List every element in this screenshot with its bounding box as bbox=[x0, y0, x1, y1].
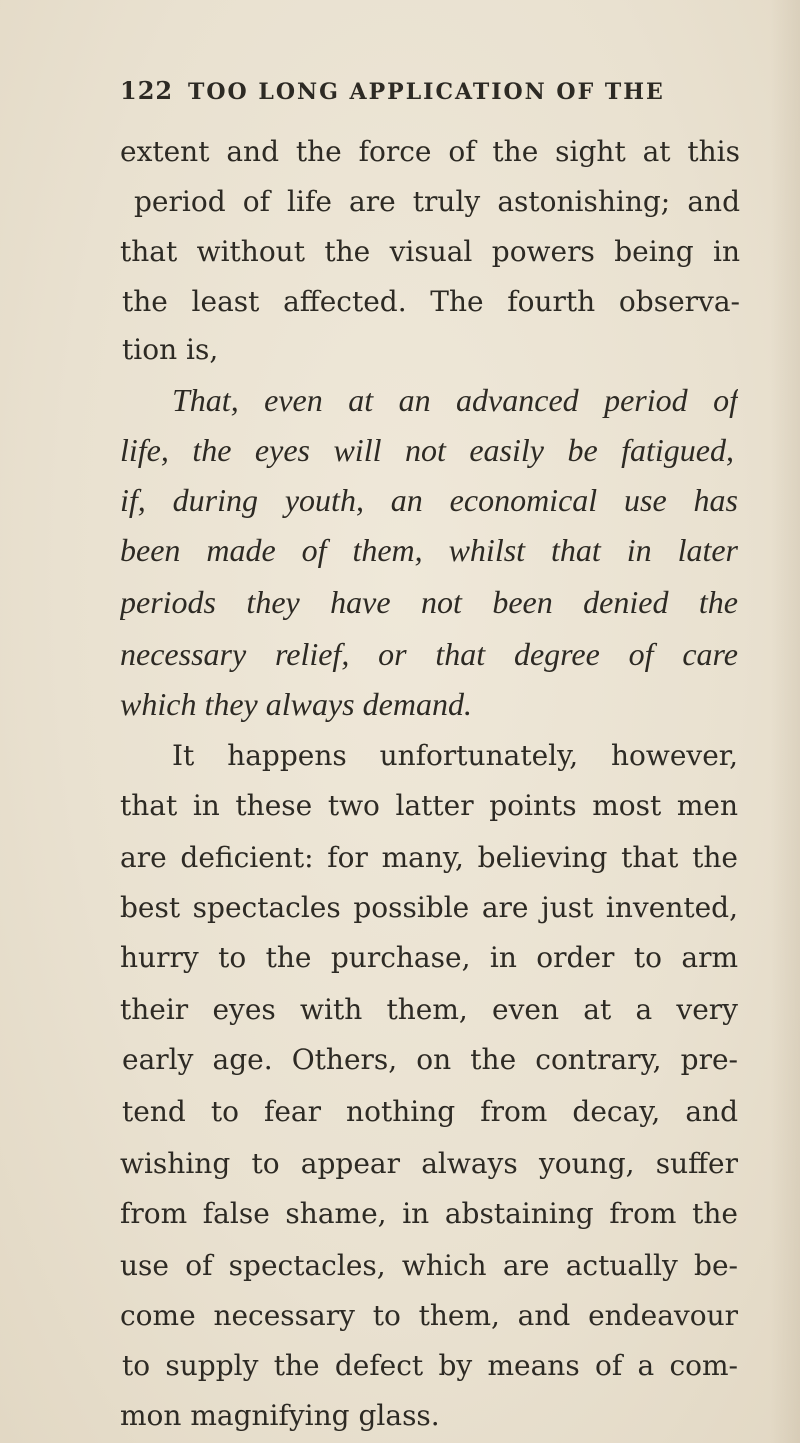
text-line: best spectacles possible are just invented, bbox=[120, 891, 738, 924]
text-line: mon magnifying glass. bbox=[120, 1399, 440, 1432]
text-line: the least affected. The fourth observa- bbox=[122, 285, 740, 318]
text-line: extent and the force of the sight at this bbox=[120, 135, 740, 168]
italic-line: if, during youth, an economical use has bbox=[120, 482, 738, 518]
text-line: come necessary to them, and endeavour bbox=[120, 1299, 738, 1332]
text-line: that in these two latter points most men bbox=[120, 789, 738, 822]
text-line: tend to fear nothing from decay, and bbox=[122, 1095, 738, 1128]
italic-line: life, the eyes will not easily be fatigued, bbox=[120, 432, 734, 468]
text-line: to supply the defect by means of a com- bbox=[122, 1349, 738, 1382]
text-line: use of spectacles, which are actually be- bbox=[120, 1249, 738, 1282]
page-number: 122 bbox=[120, 76, 174, 105]
italic-line: That, even at an advanced period of bbox=[172, 382, 738, 418]
text-line: tion is, bbox=[122, 333, 219, 366]
text-line: hurry to the purchase, in order to arm bbox=[120, 941, 738, 974]
italic-line: periods they have not been denied the bbox=[120, 584, 738, 620]
text-line: wishing to appear always young, suffer bbox=[120, 1147, 738, 1180]
running-head bbox=[120, 76, 720, 116]
text-line: from false shame, in abstaining from the bbox=[120, 1197, 738, 1230]
running-title: TOO LONG APPLICATION OF THE bbox=[188, 79, 665, 105]
text-line: their eyes with them, even at a very bbox=[120, 993, 738, 1026]
italic-line: which they always demand. bbox=[120, 686, 472, 722]
italic-line: been made of them, whilst that in later bbox=[120, 532, 738, 568]
text-line: that without the visual powers being in bbox=[120, 235, 740, 268]
text-line: are deficient: for many, believing that the bbox=[120, 841, 738, 874]
italic-line: necessary relief, or that degree of care bbox=[120, 636, 738, 672]
text-line: period of life are truly astonishing; and bbox=[134, 185, 740, 218]
text-line: It happens unfortunately, however, bbox=[172, 739, 738, 772]
text-line: early age. Others, on the contrary, pre- bbox=[122, 1043, 738, 1076]
